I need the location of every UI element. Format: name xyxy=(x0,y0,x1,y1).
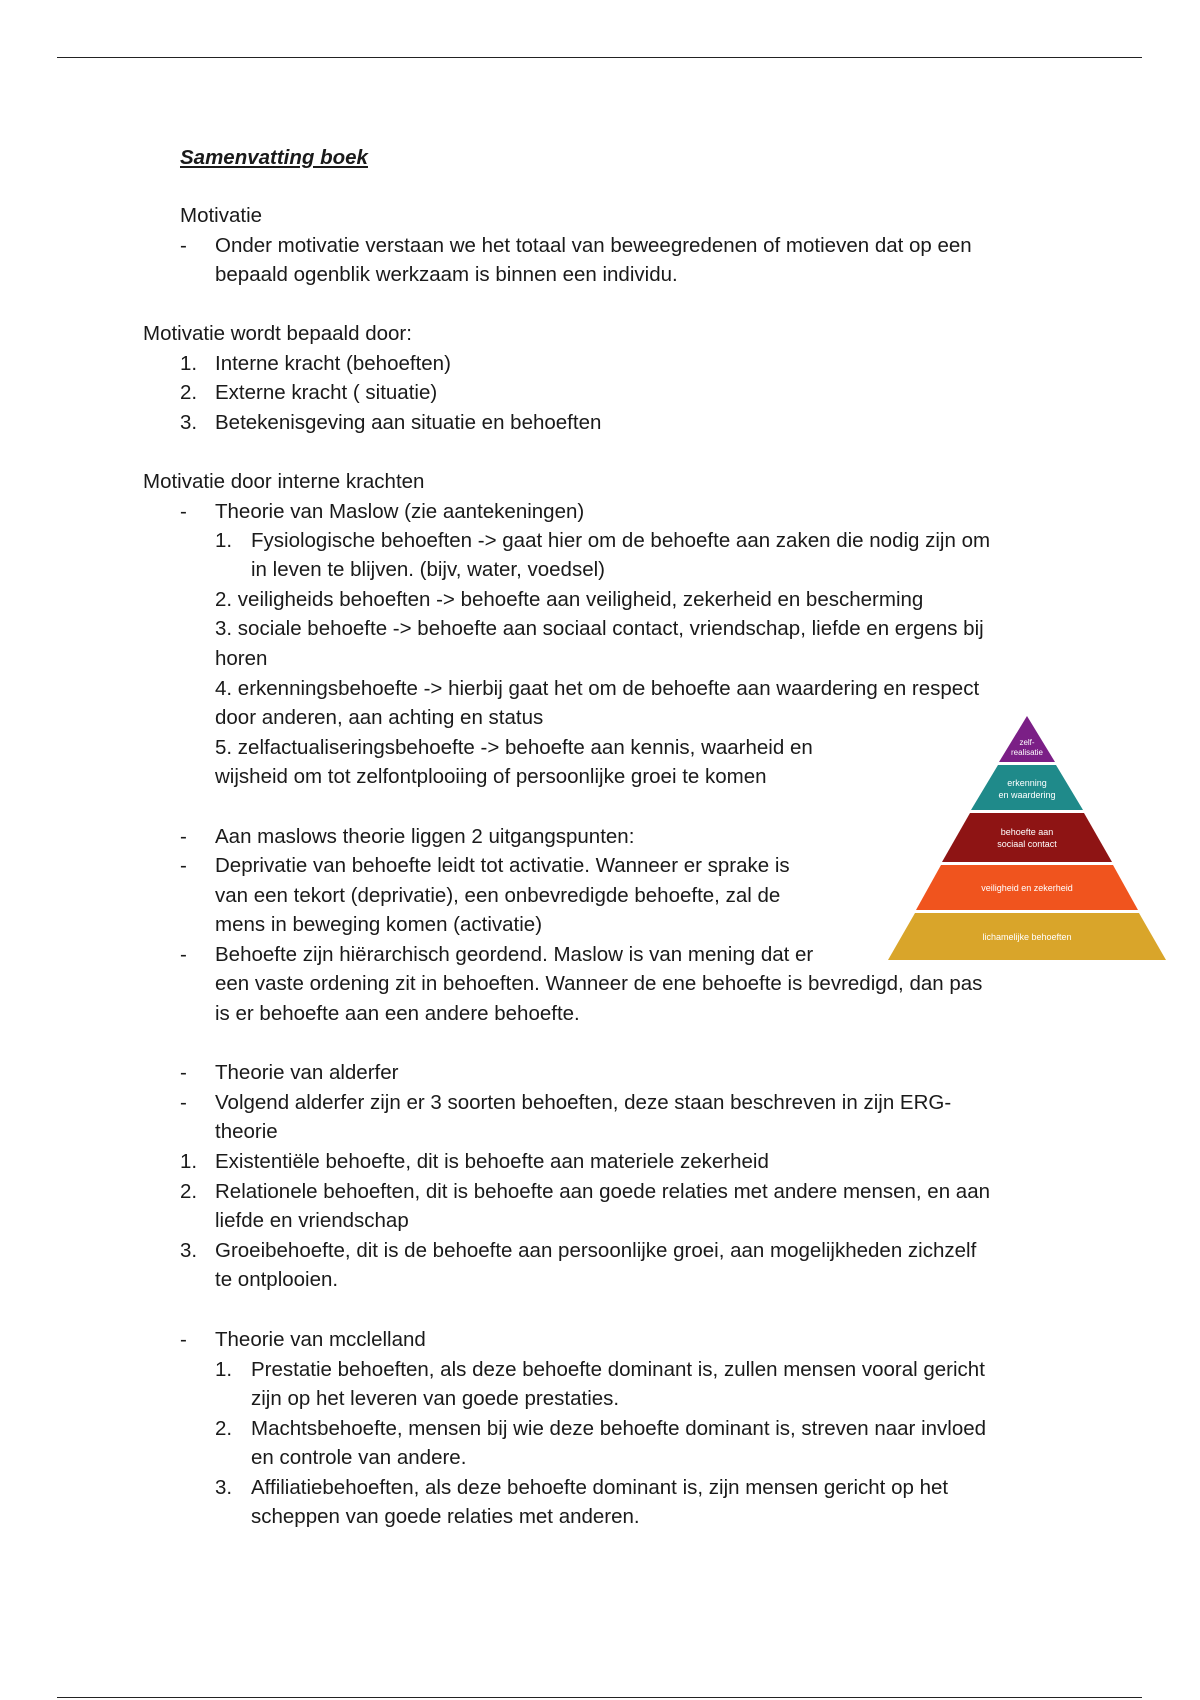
alderfer-item: Relationele behoeften, dit is behoefte aan goede relaties met andere mensen, en aan xyxy=(215,1180,990,1203)
document-title: Samenvatting boek xyxy=(180,146,368,169)
list-number: 3. xyxy=(215,1476,233,1499)
bullet-dash: - xyxy=(180,854,187,877)
list-number: 1. xyxy=(215,1358,233,1381)
maslow-item: wijsheid om tot zelfontplooiing of persoonlijke groei te komen xyxy=(215,765,767,788)
list-item: Externe kracht ( situatie) xyxy=(215,381,438,404)
mcclelland-item: Machtsbehoefte, mensen bij wie deze behoefte dominant is, streven naar invloed xyxy=(251,1417,987,1440)
maslow-item: Fysiologische behoeften -> gaat hier om de behoefte aan zaken die nodig zijn om xyxy=(251,529,991,552)
alderfer-item: Existentiële behoefte, dit is behoefte aan materiele zekerheid xyxy=(215,1150,769,1173)
bullet-dash: - xyxy=(180,1091,187,1114)
list-number: 3. xyxy=(180,1239,198,1262)
list-item: Betekenisgeving aan situatie en behoeften xyxy=(215,411,602,434)
mcclelland-item: Affiliatiebehoeften, als deze behoefte dominant is, zijn mensen gericht op het xyxy=(251,1476,949,1499)
maslow-item: 5. zelfactualiseringsbehoefte -> behoefte aan kennis, waarheid en xyxy=(215,736,813,759)
bullet-dash: - xyxy=(180,825,187,848)
assumption-line: mens in beweging komen (activatie) xyxy=(215,913,543,936)
definition-line: Onder motivatie verstaan we het totaal van beweegredenen of motieven dat op een xyxy=(215,234,972,257)
bullet-dash: - xyxy=(180,1061,187,1084)
mcclelland-item: Prestatie behoeften, als deze behoefte dominant is, zullen mensen vooral gericht xyxy=(251,1358,985,1381)
maslow-bullet: Theorie van Maslow (zie aantekeningen) xyxy=(215,500,585,523)
list-number: 2. xyxy=(215,1417,233,1440)
list-number: 1. xyxy=(180,1150,198,1173)
section-heading-motivatie: Motivatie xyxy=(180,204,263,227)
alderfer-bullet: theorie xyxy=(215,1120,278,1143)
assumption-line: is er behoefte aan een andere behoefte. xyxy=(215,1002,580,1025)
alderfer-bullet: Theorie van alderfer xyxy=(215,1061,399,1084)
pyramid-label: behoefte aan xyxy=(1000,827,1054,837)
mcclelland-bullet: Theorie van mcclelland xyxy=(215,1328,426,1351)
maslow-item: 4. erkenningsbehoefte -> hierbij gaat het om de behoefte aan waardering en respect xyxy=(215,677,980,700)
bullet-dash: - xyxy=(180,234,187,257)
list-number: 2. xyxy=(180,1180,198,1203)
bullet-dash: - xyxy=(180,500,187,523)
mcclelland-item: zijn op het leveren van goede prestaties. xyxy=(251,1387,620,1410)
maslow-item: 3. sociale behoefte -> behoefte aan sociaal contact, vriendschap, liefde en ergens bij xyxy=(215,617,984,640)
footer-rule xyxy=(57,1697,1142,1698)
assumption-line: Deprivatie van behoefte leidt tot activatie. Wanneer er sprake is xyxy=(215,854,790,877)
list-number: 3. xyxy=(180,411,198,434)
assumption-line: van een tekort (deprivatie), een onbevredigde behoefte, zal de xyxy=(215,884,781,907)
pyramid-label: en waardering xyxy=(998,790,1056,800)
maslow-item: horen xyxy=(215,647,268,670)
pyramid-label: realisatie xyxy=(1010,748,1044,757)
alderfer-item: te ontplooien. xyxy=(215,1268,339,1291)
pyramid-label: lichamelijke behoeften xyxy=(982,932,1072,942)
maslow-pyramid-image xyxy=(888,716,1166,961)
pyramid-label: veiligheid en zekerheid xyxy=(981,883,1073,893)
header-rule xyxy=(57,57,1142,58)
maslow-item: door anderen, aan achting en status xyxy=(215,706,544,729)
list-number: 1. xyxy=(215,529,233,552)
pyramid-label: erkenning xyxy=(1007,778,1047,788)
bullet-dash: - xyxy=(180,1328,187,1351)
definition-line: bepaald ogenblik werkzaam is binnen een individu. xyxy=(215,263,678,286)
alderfer-item: Groeibehoefte, dit is de behoefte aan persoonlijke groei, aan mogelijkheden zichzelf xyxy=(215,1239,977,1262)
pyramid-label: zelf- xyxy=(1019,738,1035,747)
maslow-item: in leven te blijven. (bijv, water, voedsel) xyxy=(251,558,605,581)
list-item: Interne kracht (behoeften) xyxy=(215,352,451,375)
maslow-item: 2. veiligheids behoeften -> behoefte aan veiligheid, zekerheid en bescherming xyxy=(215,588,924,611)
pyramid-label: sociaal contact xyxy=(997,839,1057,849)
section-heading-internal: Motivatie door interne krachten xyxy=(143,470,425,493)
alderfer-bullet: Volgend alderfer zijn er 3 soorten behoeften, deze staan beschreven in zijn ERG- xyxy=(215,1091,952,1114)
alderfer-item: liefde en vriendschap xyxy=(215,1209,409,1232)
mcclelland-item: scheppen van goede relaties met anderen. xyxy=(251,1505,640,1528)
list-number: 2. xyxy=(180,381,198,404)
assumption-line: Behoefte zijn hiërarchisch geordend. Maslow is van mening dat er xyxy=(215,943,814,966)
mcclelland-item: en controle van andere. xyxy=(251,1446,467,1469)
list-number: 1. xyxy=(180,352,198,375)
bullet-dash: - xyxy=(180,943,187,966)
section-heading-determined: Motivatie wordt bepaald door: xyxy=(143,322,412,345)
assumption-line: Aan maslows theorie liggen 2 uitgangspunten: xyxy=(215,825,635,848)
pyramid-level-social xyxy=(942,813,1112,862)
assumption-line: een vaste ordening zit in behoeften. Wanneer de ene behoefte is bevredigd, dan pas xyxy=(215,972,983,995)
